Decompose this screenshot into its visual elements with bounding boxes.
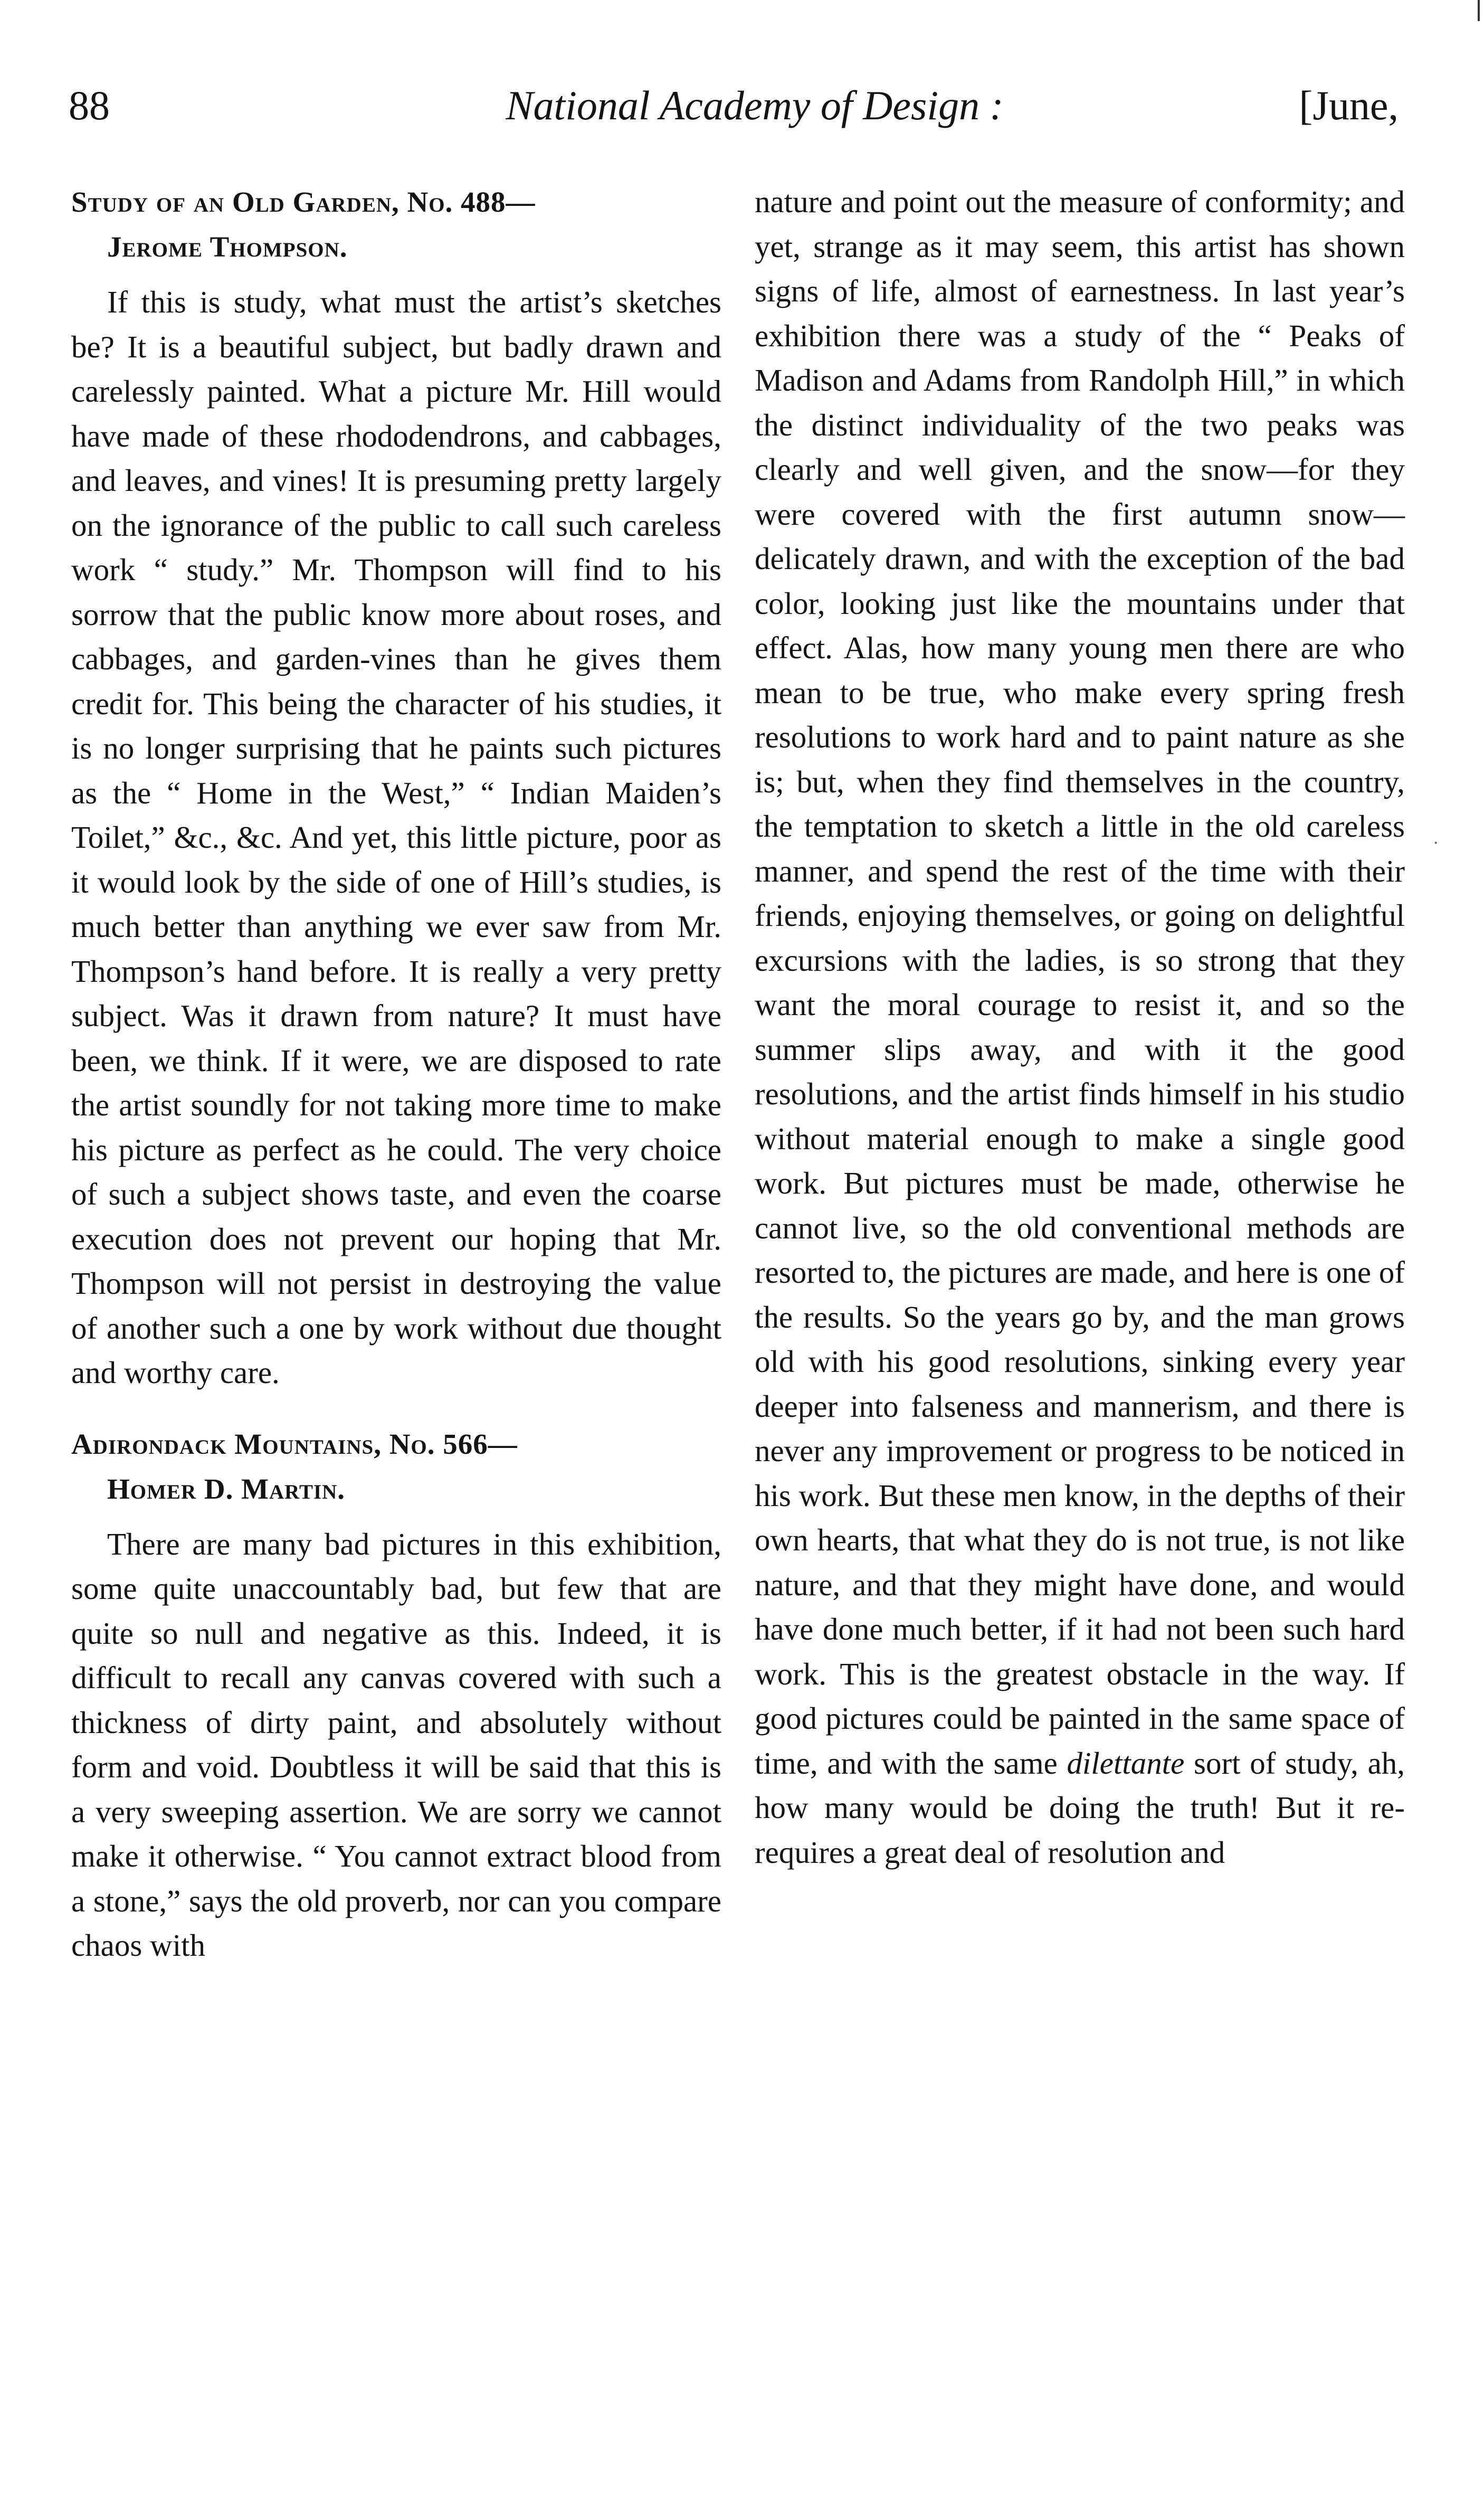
spacer [71,1511,721,1522]
italic-term: dilettante [1067,1745,1194,1781]
spacer [71,1395,721,1422]
entry-paragraph-continuation [755,179,1405,1874]
entry-title: Adirondack Mountains, No. 566— [71,1427,518,1460]
continuation-text: nature and point out the measure of conformity; and yet, strange as it may seem, this artist has shown signs of life, almost of earnestness. In last year’s exhibition there was a study of the “ Peaks of Madison and Adams from Randolph Hill,” in which the distinct individuality of the two peaks was clearly and well given, and the snow—for they were covered with the first autumn snow—delicately drawn, and with the exception of the bad color, looking just like the mountains under that effect. Alas, how many young men there are who mean to be true, who make every spring fresh resolutions to work hard and to paint nature as she is; but, when they find themselves in the country, the temptation to sketch a little in the old careless manner, and spend the rest of the time with their friends, enjoying themselves, or going on delightful excursions with the ladies, is so strong that they want the moral courage to resist it, and so the summer slips away, and with it the good resolutions, and the artist finds himself in his studio without material enough to make a single good work. But pictures must be made, otherwise he cannot live, so the old conventional methods are resorted to, the pictures are made, and here is one of the results. So the years go by, and the man grows old with his good resolutions, sinking every year deeper into falseness and mannerism, and there is never any improvement or progress to be noticed in his work. But these men know, in the depths of their own hearts, that what they do is not true, is not like nature, and that they might have done, and would have done much better, if it had not been such hard work. This is the greatest obstacle in the way. If good pictures could be painted in the same space of time, and with the same [755,184,1405,1781]
margin-dot: · [1433,834,1439,853]
spacer [71,269,721,280]
scan-edge-mark [1478,0,1480,21]
entry-artist: Jerome Thompson. [107,231,348,263]
entry-title: Study of an Old Garden, No. 488— [71,186,536,218]
entry-artist: Homer D. Martin. [107,1472,346,1505]
journal-title: National Academy of Design : [506,82,1004,128]
running-head [69,79,1399,137]
entry-paragraph: There are many bad pictures in this exhibition, some quite unaccountably bad, but few that are quite so null and negative as this. Indeed, it is difficult to recall any canvas covered with such a thickness of dirty paint, and absolutely without form and void. Doubtless it will be said that this is a very sweeping assertion. We are sorry we cannot make it otherwise. “ You cannot extract blood from a stone,” says the old proverb, nor can you compare chaos with [71,1526,721,1963]
continuation-end-text: sort of study, ah, how many would be doing the truth! But it rerequires a great deal of resolution and [755,1745,1405,1870]
left-column [71,179,721,1968]
right-column [755,179,1405,1874]
entry-paragraph: If this is study, what must the artist’s sketches be? It is a beautiful subject, but badly drawn and carelessly painted. What a picture Mr. Hill would have made of these rhododendrons, and cabbages, and leaves, and vines! It is presuming pretty largely on the ignorance of the public to call such careless work “ study.” Mr. Thompson will find to his sorrow that the public know more about roses, and cabbages, and garden-vines than he gives them credit for. This being the character of his studies, it is no longer surprising that he paints such pictures as the “ Home in the West,” “ Indian Maiden’s Toilet,” &c., &c. And yet, this little picture, poor as it would look by the side of one of Hill’s studies, is much better than anything we ever saw from Mr. Thompson’s hand before. It is really a very pretty subject. Was it drawn from nature? It must have been, we think. If it were, we are disposed to rate the artist soundly for not taking more time to make his picture as perfect as he could. The very choice of such a subject shows taste, and even the coarse execution does not prevent our hoping that Mr. Thompson will not persist in destroying the value of another such a one by work without due thought and worthy care. [71,285,721,1390]
entry-heading [71,179,721,269]
entry-heading [71,1422,721,1511]
page-number: 88 [69,82,110,128]
issue-month: [June, [1299,82,1399,128]
